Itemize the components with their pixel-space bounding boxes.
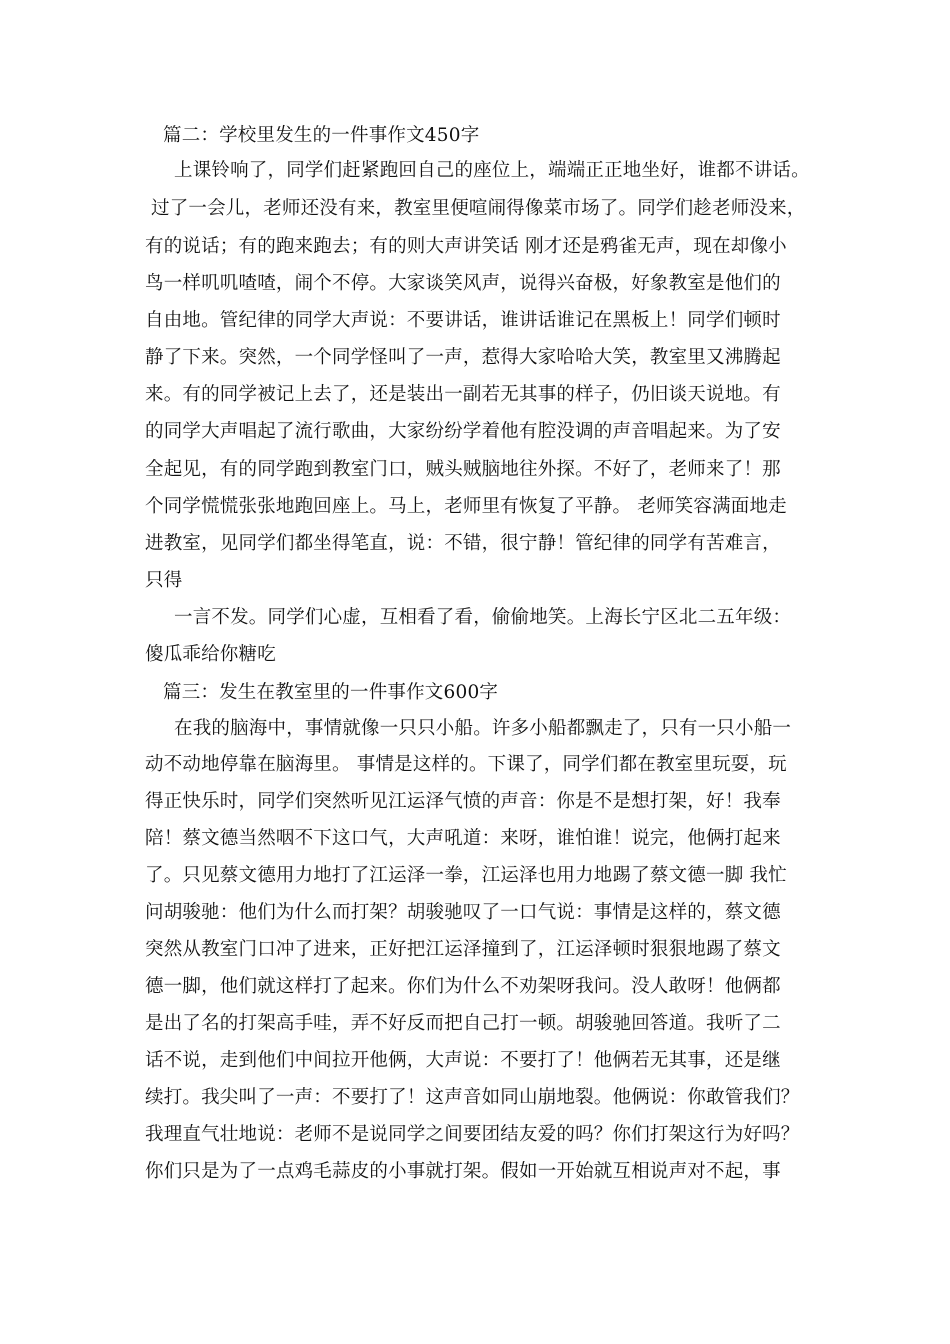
section-heading: 篇三：发生在教室里的一件事作文600字 <box>163 682 499 703</box>
text-line: 过了一会儿，老师还没有来，教室里便喧闹得像菜市场了。同学们趁老师没来， <box>151 198 806 219</box>
text-line: 的同学大声唱起了流行歌曲，大家纷纷学着他有腔没调的声音唱起来。为了安 <box>145 421 781 442</box>
section-heading: 篇二：学校里发生的一件事作文450字 <box>163 125 480 146</box>
text-line: 你们只是为了一点鸡毛蒜皮的小事就打架。假如一开始就互相说声对不起，事 <box>145 1161 781 1182</box>
text-line: 自由地。管纪律的同学大声说：不要讲话，谁讲话谁记在黑板上！同学们顿时 <box>145 310 781 331</box>
text-line: 个同学慌慌张张地跑回座上。马上，老师里有恢复了平静。 老师笑容满面地走 <box>145 496 787 517</box>
text-line: 有的说话；有的跑来跑去；有的则大声讲笑话 刚才还是鸦雀无声，现在却像小 <box>145 236 787 257</box>
text-line: 突然从教室门口冲了进来，正好把江运泽撞到了，江运泽顿时狠狠地踢了蔡文 <box>145 939 781 960</box>
text-line: 鸟一样叽叽喳喳，闹个不停。大家谈笑风声，说得兴奋极，好象教室是他们的 <box>145 273 781 294</box>
text-line: 是出了名的打架高手哇，弄不好反而把自己打一顿。胡骏驰回答道。我听了二 <box>145 1013 781 1034</box>
text-line: 话不说，走到他们中间拉开他俩，大声说：不要打了！他俩若无其事，还是继 <box>145 1050 781 1071</box>
text-line: 在我的脑海中，事情就像一只只小船。许多小船都飘走了，只有一只小船一 <box>174 718 792 739</box>
text-line: 德一脚，他们就这样打了起来。你们为什么不劝架呀我问。没人敢呀！他俩都 <box>145 976 781 997</box>
text-line: 得正快乐时，同学们突然听见江运泽气愤的声音：你是不是想打架，好！我奉 <box>145 791 781 812</box>
text-line: 只得 <box>145 570 183 591</box>
text-line: 上课铃响了，同学们赶紧跑回自己的座位上，端端正正地坐好，谁都不讲话。 <box>174 160 810 181</box>
text-line: 动不动地停靠在脑海里。 事情是这样的。下课了，同学们都在教室里玩耍，玩 <box>145 754 787 775</box>
text-line: 陪！蔡文德当然咽不下这口气，大声吼道：来呀，谁怕谁！说完，他俩打起来 <box>145 828 781 849</box>
text-line: 问胡骏驰：他们为什么而打架？胡骏驰叹了一口气说：事情是这样的，蔡文德 <box>145 902 781 923</box>
text-line: 续打。我尖叫了一声：不要打了！这声音如同山崩地裂。他俩说：你敢管我们？ <box>145 1087 800 1108</box>
text-line: 一言不发。同学们心虚，互相看了看，偷偷地笑。上海长宁区北二五年级： <box>174 607 792 628</box>
text-line: 来。有的同学被记上去了，还是装出一副若无其事的样子，仍旧谈天说地。有 <box>145 384 781 405</box>
text-line: 静了下来。突然，一个同学怪叫了一声，惹得大家哈哈大笑，教室里又沸腾起 <box>145 347 781 368</box>
text-line: 傻瓜乖给你糖吃 <box>145 644 276 665</box>
text-line: 进教室，见同学们都坐得笔直，说：不错，很宁静！管纪律的同学有苦难言， <box>145 533 781 554</box>
text-line: 我理直气壮地说：老师不是说同学之间要团结友爱的吗？你们打架这行为好吗？ <box>145 1124 800 1145</box>
text-line: 全起见，有的同学跑到教室门口，贼头贼脑地往外探。不好了，老师来了！那 <box>145 459 781 480</box>
text-line: 了。只见蔡文德用力地打了江运泽一拳，江运泽也用力地踢了蔡文德一脚 我忙 <box>145 865 787 886</box>
